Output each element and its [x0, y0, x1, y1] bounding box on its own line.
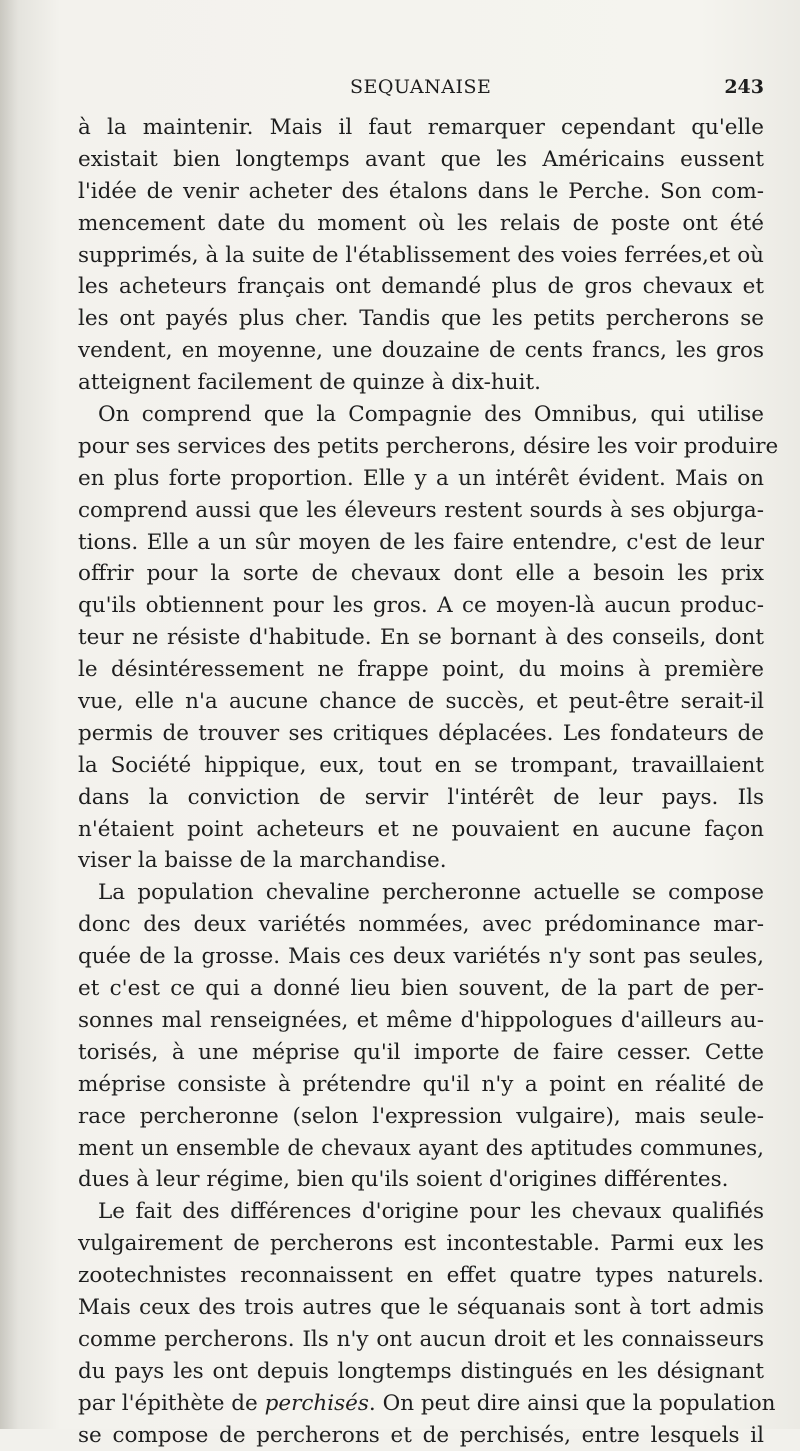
- text-line: On comprend que la Compagnie des Omnibus, qui utilise: [98, 402, 764, 428]
- page-header: [80, 76, 770, 106]
- text-line: se compose de percherons et de perchisés, entre lesquels il: [78, 1422, 764, 1448]
- text-line: permis de trouver ses critiques déplacées. Les fondateurs de: [78, 720, 764, 746]
- text-line: l'idée de venir acheter des étalons dans le Perche. Son com-: [78, 178, 764, 204]
- text-line: existait bien longtemps avant que les Américains eussent: [78, 146, 764, 172]
- text-line: donc des deux variétés nommées, avec prédominance mar-: [78, 912, 764, 938]
- text-line: comprend aussi que les éleveurs restent sourds à ses objurga-: [78, 497, 764, 523]
- text-line: Mais ceux des trois autres que le séquanais sont à tort admis: [78, 1294, 764, 1320]
- text-line: zootechnistes reconnaissent en effet quatre types naturels.: [78, 1263, 764, 1289]
- text-line: les ont payés plus cher. Tandis que les petits percherons se: [78, 306, 764, 332]
- page-number: 243: [724, 76, 764, 98]
- text-line: et c'est ce qui a donné lieu bien souvent, de la part de per-: [78, 976, 764, 1002]
- text-line: atteignent facilement de quinze à dix-huit.: [78, 370, 541, 396]
- text-line: pour ses services des petits percherons, désire les voir produire: [78, 433, 779, 459]
- text-line: torisés, à une méprise qu'il importe de faire cesser. Cette: [78, 1039, 764, 1065]
- text-line: les acheteurs français ont demandé plus de gros chevaux et: [78, 274, 764, 300]
- text-line: la Société hippique, eux, tout en se trompant, travaillaient: [78, 752, 764, 778]
- text-line: viser la baisse de la marchandise.: [78, 848, 447, 874]
- text-line: en plus forte proportion. Elle y a un intérêt évident. Mais on: [78, 465, 764, 491]
- text-line: du pays les ont depuis longtemps distingués en les désignant: [78, 1358, 764, 1384]
- text-line: mencement date du moment où les relais de poste ont été: [78, 210, 764, 236]
- text-line: teur ne résiste d'habitude. En se bornant à des conseils, dont: [78, 625, 764, 651]
- text-line: dues à leur régime, bien qu'ils soient d'origines différentes.: [78, 1167, 729, 1193]
- text-line: Le fait des différences d'origine pour les chevaux qualifiés: [98, 1199, 764, 1225]
- text-line: sonnes mal renseignées, et même d'hippologues d'ailleurs au-: [78, 1007, 764, 1033]
- text-segment: . On peut dire ainsi que la population: [368, 1390, 776, 1416]
- text-line: La population chevaline percheronne actuelle se compose: [98, 880, 764, 906]
- text-line: tions. Elle a un sûr moyen de les faire entendre, c'est de leur: [78, 529, 764, 555]
- running-head: SEQUANAISE: [350, 76, 492, 98]
- text-line: race percheronne (selon l'expression vulgaire), mais seule-: [78, 1103, 764, 1129]
- text-line: dans la conviction de servir l'intérêt de leur pays. Ils: [78, 784, 764, 810]
- text-line: offrir pour la sorte de chevaux dont elle a besoin les prix: [78, 561, 764, 587]
- text-line: vulgairement de percherons est incontestable. Parmi eux les: [78, 1231, 764, 1257]
- text-line: ment un ensemble de chevaux ayant des aptitudes communes,: [78, 1135, 764, 1161]
- text-line: vue, elle n'a aucune chance de succès, et peut-être serait-il: [78, 689, 764, 715]
- text-line: supprimés, à la suite de l'établissement des voies ferrées,et où: [78, 242, 764, 268]
- text-line: à la maintenir. Mais il faut remarquer cependant qu'elle: [78, 115, 764, 140]
- body-text: [78, 112, 779, 1451]
- text-line: vendent, en moyenne, une douzaine de cents francs, les gros: [78, 338, 764, 364]
- text-line: n'étaient point acheteurs et ne pouvaient en aucune façon: [78, 816, 764, 842]
- italic-term: perchisés: [264, 1390, 369, 1416]
- text-line: comme percherons. Ils n'y ont aucun droit et les connaisseurs: [78, 1326, 764, 1352]
- text-line: qu'ils obtiennent pour les gros. A ce moyen-là aucun produc-: [78, 593, 764, 619]
- text-line: le désintéressement ne frappe point, du moins à première: [78, 657, 764, 683]
- text-line: méprise consiste à prétendre qu'il n'y a point en réalité de: [78, 1071, 764, 1097]
- text-line: quée de la grosse. Mais ces deux variétés n'y sont pas seules,: [78, 944, 764, 970]
- text-line: [78, 1388, 776, 1420]
- text-segment: par l'épithète de: [78, 1390, 258, 1416]
